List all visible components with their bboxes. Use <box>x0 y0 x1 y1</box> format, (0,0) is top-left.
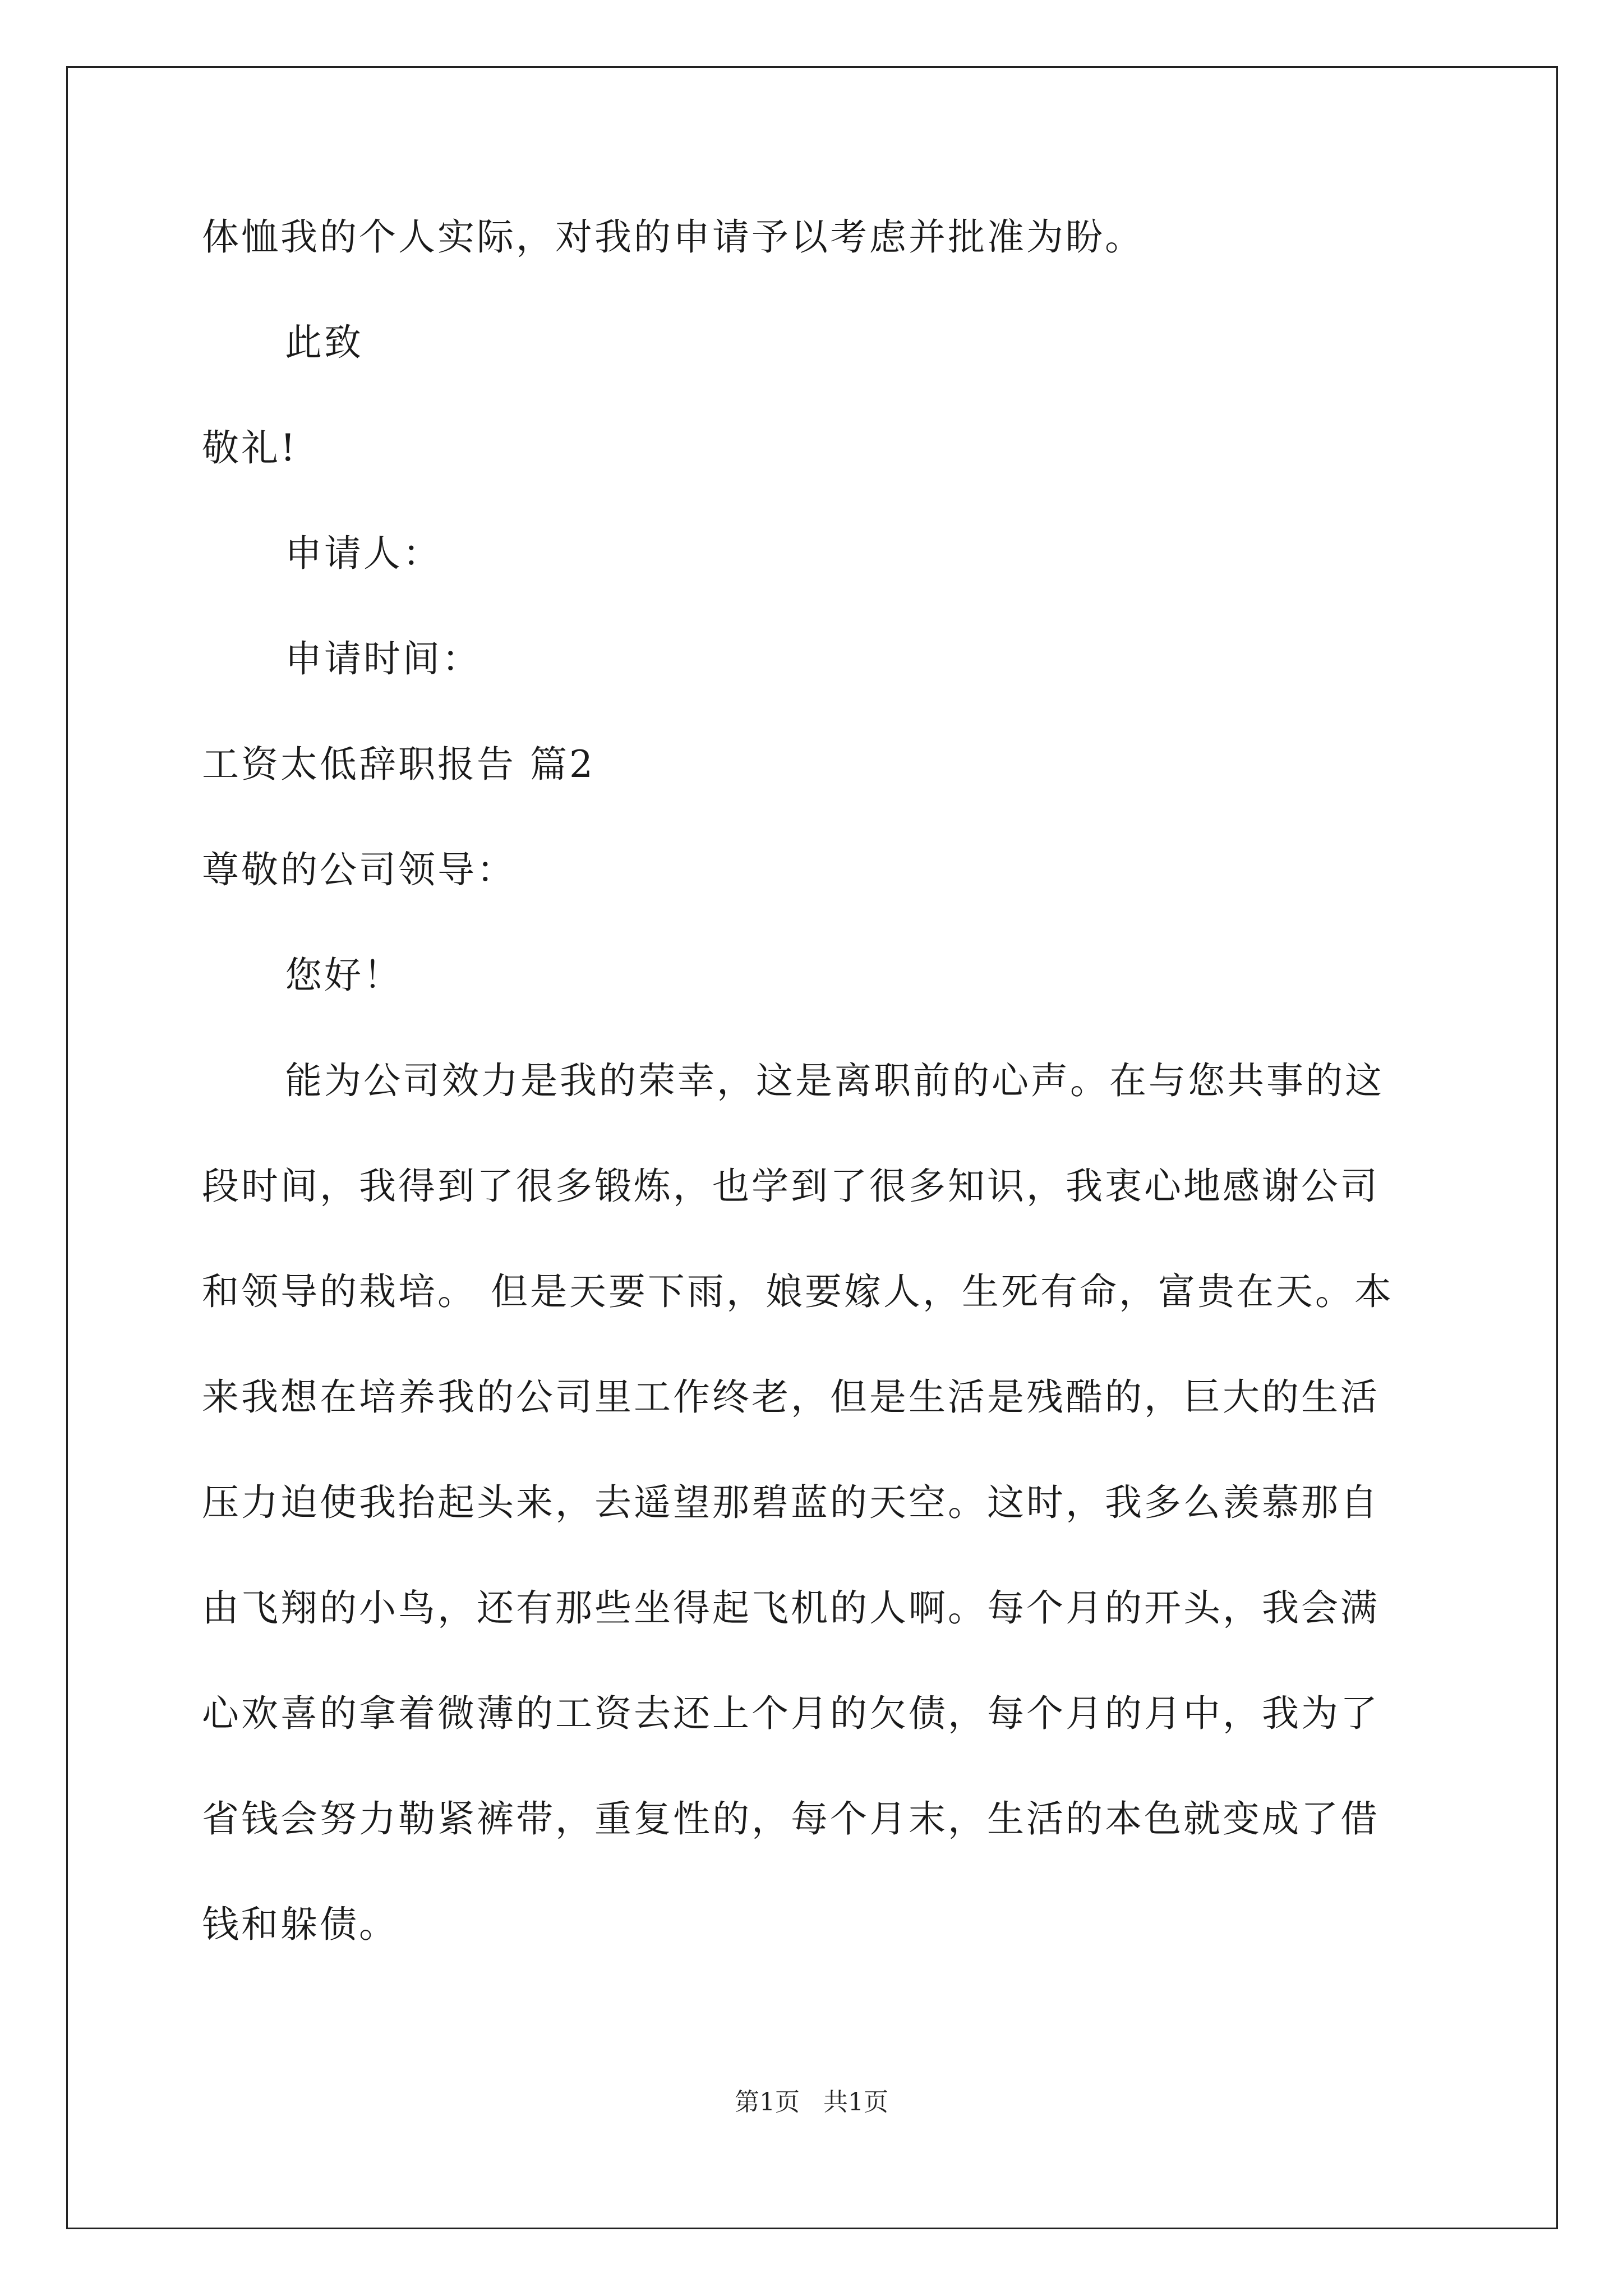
body-line: 钱和躲债。 <box>202 1903 398 1946</box>
body-line: 来我想在培养我的公司里工作终老，但是生活是残酷的，巨大的生活 <box>202 1375 1380 1419</box>
document-body <box>202 210 1436 1952</box>
application-date-field: 申请时间： <box>285 637 481 680</box>
page-total: 共1页 <box>823 2088 888 2116</box>
applicant-field: 申请人： <box>285 532 442 575</box>
body-line: 和领导的栽培。 但是天要下雨，娘要嫁人，生死有命，富贵在天。本 <box>202 1270 1394 1313</box>
closing-regards: 敬礼! <box>202 426 298 470</box>
page-footer <box>0 2086 1623 2119</box>
section-heading: 工资太低辞职报告 篇2 <box>202 743 595 786</box>
body-line: 由飞翔的小鸟，还有那些坐得起飞机的人啊。每个月的开头，我会满 <box>202 1586 1380 1630</box>
letter-recipient: 尊敬的公司领导： <box>202 848 516 891</box>
text-line: 体恤我的个人实际，对我的申请予以考虑并批准为盼。 <box>202 215 1144 259</box>
body-line: 段时间，我得到了很多锻炼，也学到了很多知识，我衷心地感谢公司 <box>202 1165 1380 1208</box>
body-line: 省钱会努力勒紧裤带，重复性的，每个月末，生活的本色就变成了借 <box>202 1797 1380 1841</box>
body-line: 压力迫使我抬起头来，去遥望那碧蓝的天空。这时，我多么羡慕那自 <box>202 1481 1380 1524</box>
page-number: 第1页 <box>735 2088 800 2116</box>
body-line: 心欢喜的拿着微薄的工资去还上个月的欠债，每个月的月中，我为了 <box>202 1692 1380 1735</box>
body-line: 能为公司效力是我的荣幸，这是离职前的心声。在与您共事的这 <box>285 1059 1384 1102</box>
greeting: 您好！ <box>285 954 403 997</box>
closing-salutation: 此致 <box>285 321 363 364</box>
